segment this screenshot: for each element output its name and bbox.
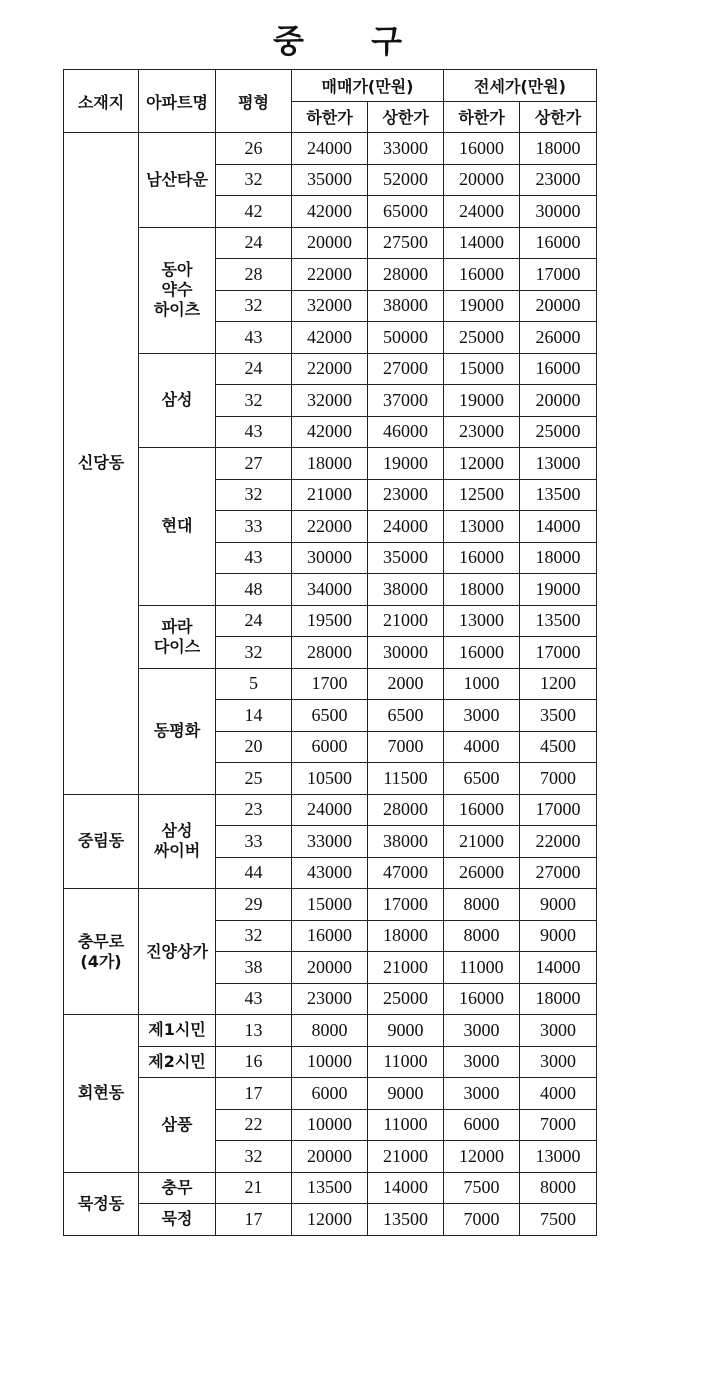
size-cell: 32 — [216, 164, 292, 196]
size-cell: 24 — [216, 605, 292, 637]
sale-high-cell: 33000 — [368, 133, 444, 165]
apartment-cell: 파라 다이스 — [139, 605, 216, 668]
sale-low-cell: 6500 — [292, 700, 368, 732]
jeonse-high-cell: 9000 — [520, 889, 597, 921]
price-table — [63, 69, 597, 1236]
jeonse-high-cell: 16000 — [520, 227, 597, 259]
sale-high-cell: 46000 — [368, 416, 444, 448]
sale-high-cell: 19000 — [368, 448, 444, 480]
sale-high-cell: 11500 — [368, 763, 444, 795]
sale-low-cell: 24000 — [292, 794, 368, 826]
apartment-cell: 삼풍 — [139, 1078, 216, 1173]
jeonse-high-cell: 20000 — [520, 385, 597, 417]
sale-high-cell: 27000 — [368, 353, 444, 385]
jeonse-low-cell: 8000 — [444, 889, 520, 921]
jeonse-low-cell: 16000 — [444, 133, 520, 165]
sale-high-cell: 23000 — [368, 479, 444, 511]
table-row — [64, 448, 597, 480]
table-row — [64, 668, 597, 700]
size-cell: 25 — [216, 763, 292, 795]
jeonse-high-cell: 7000 — [520, 1109, 597, 1141]
jeonse-low-cell: 12000 — [444, 448, 520, 480]
jeonse-high-cell: 16000 — [520, 353, 597, 385]
sale-low-cell: 34000 — [292, 574, 368, 606]
jeonse-low-cell: 16000 — [444, 637, 520, 669]
jeonse-high-cell: 20000 — [520, 290, 597, 322]
jeonse-high-cell: 26000 — [520, 322, 597, 354]
jeonse-low-cell: 23000 — [444, 416, 520, 448]
header-jeonse-low: 하한가 — [444, 101, 520, 133]
jeonse-high-cell: 18000 — [520, 542, 597, 574]
size-cell: 33 — [216, 826, 292, 858]
jeonse-high-cell: 4000 — [520, 1078, 597, 1110]
jeonse-low-cell: 26000 — [444, 857, 520, 889]
sale-low-cell: 22000 — [292, 353, 368, 385]
jeonse-high-cell: 7500 — [520, 1204, 597, 1236]
apartment-cell: 현대 — [139, 448, 216, 606]
sale-high-cell: 27500 — [368, 227, 444, 259]
jeonse-high-cell: 3000 — [520, 1015, 597, 1047]
jeonse-low-cell: 16000 — [444, 259, 520, 291]
sale-high-cell: 13500 — [368, 1204, 444, 1236]
sale-low-cell: 42000 — [292, 196, 368, 228]
jeonse-low-cell: 13000 — [444, 511, 520, 543]
sale-low-cell: 13500 — [292, 1172, 368, 1204]
jeonse-high-cell: 25000 — [520, 416, 597, 448]
table-row — [64, 1172, 597, 1204]
jeonse-low-cell: 19000 — [444, 290, 520, 322]
header-size: 평형 — [216, 70, 292, 133]
header-location: 소재지 — [64, 70, 139, 133]
jeonse-high-cell: 13500 — [520, 479, 597, 511]
sale-high-cell: 50000 — [368, 322, 444, 354]
jeonse-high-cell: 8000 — [520, 1172, 597, 1204]
jeonse-high-cell: 22000 — [520, 826, 597, 858]
jeonse-low-cell: 19000 — [444, 385, 520, 417]
jeonse-low-cell: 1000 — [444, 668, 520, 700]
apartment-cell: 남산타운 — [139, 133, 216, 228]
sale-high-cell: 52000 — [368, 164, 444, 196]
size-cell: 33 — [216, 511, 292, 543]
sale-high-cell: 35000 — [368, 542, 444, 574]
sale-low-cell: 23000 — [292, 983, 368, 1015]
apartment-cell: 충무 — [139, 1172, 216, 1204]
sale-high-cell: 9000 — [368, 1078, 444, 1110]
size-cell: 17 — [216, 1078, 292, 1110]
jeonse-low-cell: 13000 — [444, 605, 520, 637]
size-cell: 14 — [216, 700, 292, 732]
table-row — [64, 605, 597, 637]
sale-high-cell: 38000 — [368, 826, 444, 858]
location-cell: 묵정동 — [64, 1172, 139, 1235]
sale-high-cell: 47000 — [368, 857, 444, 889]
jeonse-low-cell: 7500 — [444, 1172, 520, 1204]
jeonse-high-cell: 14000 — [520, 952, 597, 984]
sale-low-cell: 1700 — [292, 668, 368, 700]
sale-low-cell: 30000 — [292, 542, 368, 574]
sale-low-cell: 33000 — [292, 826, 368, 858]
sale-low-cell: 24000 — [292, 133, 368, 165]
sale-high-cell: 21000 — [368, 1141, 444, 1173]
jeonse-low-cell: 18000 — [444, 574, 520, 606]
header-sale-high: 상한가 — [368, 101, 444, 133]
sale-high-cell: 2000 — [368, 668, 444, 700]
sale-high-cell: 11000 — [368, 1046, 444, 1078]
size-cell: 32 — [216, 290, 292, 322]
apartment-cell: 동아 약수 하이츠 — [139, 227, 216, 353]
sale-high-cell: 25000 — [368, 983, 444, 1015]
size-cell: 16 — [216, 1046, 292, 1078]
sale-high-cell: 65000 — [368, 196, 444, 228]
sale-low-cell: 32000 — [292, 385, 368, 417]
header-row-top — [64, 70, 597, 102]
sale-low-cell: 10000 — [292, 1046, 368, 1078]
sale-low-cell: 10000 — [292, 1109, 368, 1141]
jeonse-low-cell: 3000 — [444, 1046, 520, 1078]
size-cell: 43 — [216, 416, 292, 448]
sale-low-cell: 19500 — [292, 605, 368, 637]
table-row — [64, 794, 597, 826]
jeonse-high-cell: 4500 — [520, 731, 597, 763]
jeonse-low-cell: 3000 — [444, 700, 520, 732]
sale-high-cell: 18000 — [368, 920, 444, 952]
jeonse-low-cell: 16000 — [444, 794, 520, 826]
size-cell: 24 — [216, 353, 292, 385]
sale-high-cell: 24000 — [368, 511, 444, 543]
jeonse-low-cell: 11000 — [444, 952, 520, 984]
sale-high-cell: 21000 — [368, 605, 444, 637]
sale-low-cell: 43000 — [292, 857, 368, 889]
size-cell: 5 — [216, 668, 292, 700]
header-apartment: 아파트명 — [139, 70, 216, 133]
jeonse-low-cell: 7000 — [444, 1204, 520, 1236]
sale-low-cell: 28000 — [292, 637, 368, 669]
jeonse-low-cell: 12000 — [444, 1141, 520, 1173]
table-row — [64, 889, 597, 921]
sale-low-cell: 42000 — [292, 416, 368, 448]
header-sale-low: 하한가 — [292, 101, 368, 133]
sale-low-cell: 15000 — [292, 889, 368, 921]
jeonse-high-cell: 9000 — [520, 920, 597, 952]
size-cell: 32 — [216, 479, 292, 511]
size-cell: 38 — [216, 952, 292, 984]
jeonse-high-cell: 13500 — [520, 605, 597, 637]
apartment-cell: 제1시민 — [139, 1015, 216, 1047]
location-cell: 신당동 — [64, 133, 139, 795]
jeonse-low-cell: 6500 — [444, 763, 520, 795]
table-row — [64, 353, 597, 385]
sale-high-cell: 9000 — [368, 1015, 444, 1047]
size-cell: 27 — [216, 448, 292, 480]
jeonse-low-cell: 3000 — [444, 1078, 520, 1110]
sale-low-cell: 22000 — [292, 511, 368, 543]
size-cell: 28 — [216, 259, 292, 291]
jeonse-high-cell: 17000 — [520, 259, 597, 291]
location-cell: 충무로 (4가) — [64, 889, 139, 1015]
sale-high-cell: 14000 — [368, 1172, 444, 1204]
sale-high-cell: 11000 — [368, 1109, 444, 1141]
apartment-cell: 삼성 — [139, 353, 216, 448]
table-body — [64, 133, 597, 1236]
sale-high-cell: 21000 — [368, 952, 444, 984]
table-row — [64, 1046, 597, 1078]
sale-low-cell: 18000 — [292, 448, 368, 480]
jeonse-low-cell: 20000 — [444, 164, 520, 196]
sale-high-cell: 28000 — [368, 794, 444, 826]
table-row — [64, 1204, 597, 1236]
header-sale-price: 매매가(만원) — [292, 70, 444, 102]
jeonse-high-cell: 1200 — [520, 668, 597, 700]
size-cell: 32 — [216, 920, 292, 952]
size-cell: 29 — [216, 889, 292, 921]
jeonse-high-cell: 27000 — [520, 857, 597, 889]
jeonse-high-cell: 17000 — [520, 637, 597, 669]
page-title: 중 구 — [273, 22, 430, 60]
jeonse-high-cell: 13000 — [520, 448, 597, 480]
jeonse-high-cell: 17000 — [520, 794, 597, 826]
sale-high-cell: 17000 — [368, 889, 444, 921]
sale-high-cell: 28000 — [368, 259, 444, 291]
location-cell: 중림동 — [64, 794, 139, 889]
sale-high-cell: 7000 — [368, 731, 444, 763]
apartment-cell: 진양상가 — [139, 889, 216, 1015]
sale-low-cell: 20000 — [292, 1141, 368, 1173]
sale-high-cell: 37000 — [368, 385, 444, 417]
jeonse-low-cell: 3000 — [444, 1015, 520, 1047]
jeonse-low-cell: 6000 — [444, 1109, 520, 1141]
size-cell: 21 — [216, 1172, 292, 1204]
sale-low-cell: 6000 — [292, 731, 368, 763]
sale-low-cell: 12000 — [292, 1204, 368, 1236]
apartment-cell: 제2시민 — [139, 1046, 216, 1078]
jeonse-low-cell: 25000 — [444, 322, 520, 354]
size-cell: 24 — [216, 227, 292, 259]
table-row — [64, 227, 597, 259]
size-cell: 22 — [216, 1109, 292, 1141]
jeonse-high-cell: 19000 — [520, 574, 597, 606]
size-cell: 26 — [216, 133, 292, 165]
size-cell: 42 — [216, 196, 292, 228]
jeonse-high-cell: 3500 — [520, 700, 597, 732]
sale-low-cell: 8000 — [292, 1015, 368, 1047]
jeonse-high-cell: 3000 — [520, 1046, 597, 1078]
sale-high-cell: 38000 — [368, 290, 444, 322]
sale-high-cell: 38000 — [368, 574, 444, 606]
jeonse-low-cell: 16000 — [444, 542, 520, 574]
size-cell: 44 — [216, 857, 292, 889]
sale-low-cell: 20000 — [292, 952, 368, 984]
sale-low-cell: 10500 — [292, 763, 368, 795]
jeonse-low-cell: 24000 — [444, 196, 520, 228]
apartment-cell: 삼성 싸이버 — [139, 794, 216, 889]
apartment-cell: 묵정 — [139, 1204, 216, 1236]
jeonse-low-cell: 4000 — [444, 731, 520, 763]
sale-low-cell: 16000 — [292, 920, 368, 952]
jeonse-high-cell: 13000 — [520, 1141, 597, 1173]
sale-low-cell: 21000 — [292, 479, 368, 511]
jeonse-low-cell: 8000 — [444, 920, 520, 952]
jeonse-low-cell: 15000 — [444, 353, 520, 385]
sale-low-cell: 32000 — [292, 290, 368, 322]
sale-high-cell: 30000 — [368, 637, 444, 669]
jeonse-high-cell: 14000 — [520, 511, 597, 543]
table-row — [64, 1078, 597, 1110]
table-row — [64, 133, 597, 165]
sale-low-cell: 35000 — [292, 164, 368, 196]
size-cell: 17 — [216, 1204, 292, 1236]
header-jeonse-price: 전세가(만원) — [444, 70, 597, 102]
header-jeonse-high: 상한가 — [520, 101, 597, 133]
size-cell: 13 — [216, 1015, 292, 1047]
table-row — [64, 1015, 597, 1047]
jeonse-low-cell: 12500 — [444, 479, 520, 511]
size-cell: 23 — [216, 794, 292, 826]
jeonse-high-cell: 7000 — [520, 763, 597, 795]
jeonse-low-cell: 14000 — [444, 227, 520, 259]
size-cell: 43 — [216, 542, 292, 574]
location-cell: 회현동 — [64, 1015, 139, 1173]
size-cell: 48 — [216, 574, 292, 606]
sale-low-cell: 42000 — [292, 322, 368, 354]
sale-low-cell: 20000 — [292, 227, 368, 259]
size-cell: 32 — [216, 1141, 292, 1173]
sale-high-cell: 6500 — [368, 700, 444, 732]
size-cell: 43 — [216, 983, 292, 1015]
sale-low-cell: 6000 — [292, 1078, 368, 1110]
size-cell: 32 — [216, 637, 292, 669]
jeonse-low-cell: 21000 — [444, 826, 520, 858]
jeonse-high-cell: 18000 — [520, 133, 597, 165]
jeonse-high-cell: 23000 — [520, 164, 597, 196]
size-cell: 43 — [216, 322, 292, 354]
size-cell: 32 — [216, 385, 292, 417]
jeonse-high-cell: 18000 — [520, 983, 597, 1015]
jeonse-low-cell: 16000 — [444, 983, 520, 1015]
sale-low-cell: 22000 — [292, 259, 368, 291]
jeonse-high-cell: 30000 — [520, 196, 597, 228]
size-cell: 20 — [216, 731, 292, 763]
apartment-cell: 동평화 — [139, 668, 216, 794]
